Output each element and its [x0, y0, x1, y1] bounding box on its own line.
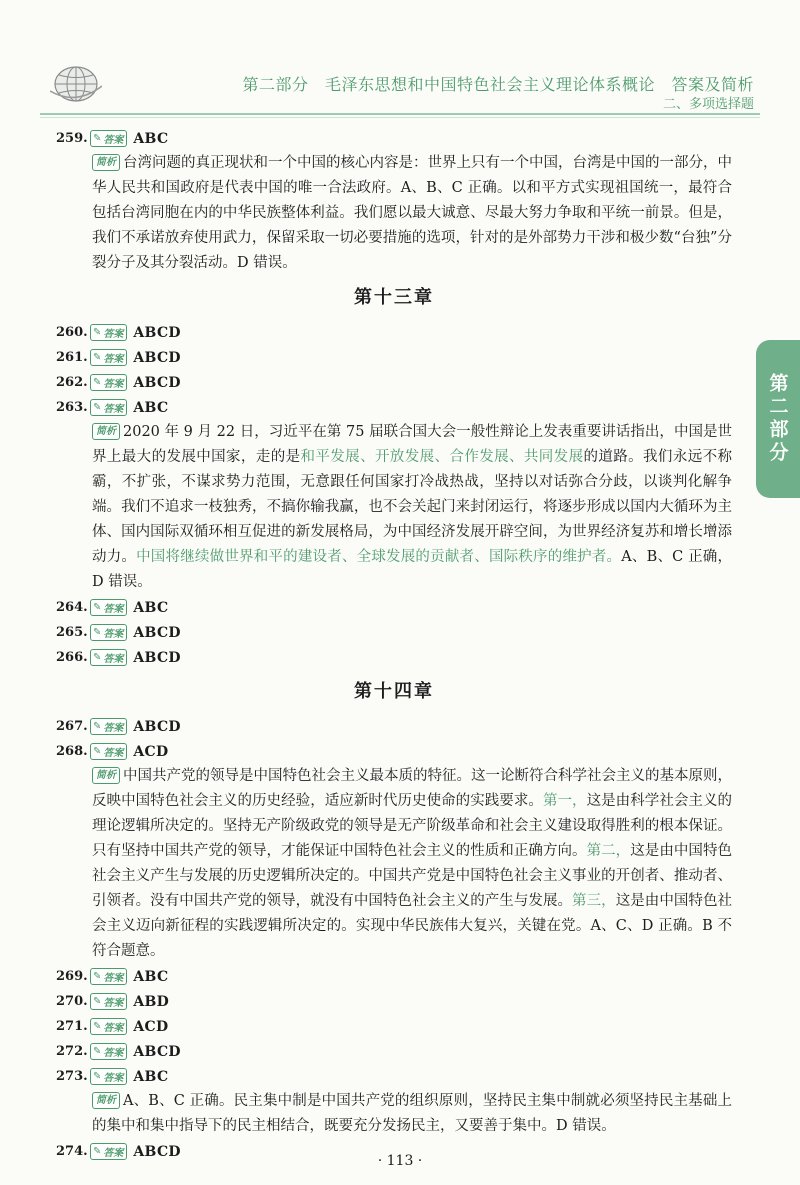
pencil-icon: ✎: [93, 996, 102, 1007]
analysis-paragraph: [92, 764, 732, 964]
answer-row: [56, 989, 732, 1014]
answer-badge: [90, 374, 127, 391]
answer-badge-label: 答案: [103, 135, 124, 146]
answer-badge-label: 答案: [103, 1148, 124, 1159]
answer-value: ABC: [133, 399, 169, 416]
section-side-tab: [756, 340, 800, 498]
analysis-text: 2020 年 9 月 22 日，习近平在第 75 届联合国大会一般性辩论上发表重要讲话指出，中国是世界上最大的发展中国家，走的是: [92, 424, 732, 465]
answer-badge: [90, 624, 127, 641]
answer-row: [56, 620, 732, 645]
side-tab-label: 第二部分: [766, 373, 789, 465]
question-number: 273.: [56, 1069, 88, 1084]
question-number: 267.: [56, 719, 88, 734]
page-header: [0, 0, 800, 118]
question-number: 270.: [56, 994, 88, 1009]
answer-value: ABCD: [133, 1043, 181, 1060]
highlight-text: 中国将继续做世界和平的建设者、全球发展的贡献者、国际秩序的维护者。: [136, 549, 622, 565]
answer-row: [56, 1039, 732, 1064]
pencil-icon: ✎: [93, 627, 102, 638]
answer-value: ABC: [133, 130, 169, 147]
answer-badge-label: 答案: [103, 1023, 124, 1034]
answer-row: [56, 739, 732, 764]
pencil-icon: ✎: [93, 746, 102, 757]
question-number: 262.: [56, 375, 88, 390]
analysis-paragraph: [92, 151, 732, 276]
answer-row: [56, 370, 732, 395]
question-number: 268.: [56, 744, 88, 759]
answer-badge: [90, 399, 127, 416]
answer-badge-label: 答案: [103, 973, 124, 984]
answer-badge-label: 答案: [103, 1073, 124, 1084]
question-number: 269.: [56, 969, 88, 984]
pencil-icon: ✎: [93, 971, 102, 982]
analysis-text: 这是由中国特色社会主义产生与发展的历史逻辑所决定的。中国共产党是中国特色社会主义事业的开创者、推动者、引领者。没有中国共产党的领导，就没有中国特色社会主义的产生与发展。: [92, 843, 733, 909]
answer-row: [56, 1064, 732, 1089]
analysis-badge: 简析: [92, 154, 120, 171]
answer-badge-label: 答案: [103, 1048, 124, 1059]
pencil-icon: ✎: [93, 602, 102, 613]
answer-value: ABCD: [133, 349, 181, 366]
answer-badge-label: 答案: [103, 998, 124, 1009]
answer-badge: [90, 349, 127, 366]
chapter-heading: 第十四章: [354, 681, 434, 702]
answer-row: [56, 645, 732, 670]
pencil-icon: ✎: [93, 133, 102, 144]
pencil-icon: ✎: [93, 352, 102, 363]
answer-badge: [90, 1068, 127, 1085]
analysis-text: 中国共产党的领导是中国特色社会主义最本质的特征。这一论断符合科学社会主义的基本原则，反映中国特色社会主义的历史经验，适应新时代历史使命的实践要求。: [92, 768, 732, 809]
question-number: 272.: [56, 1044, 88, 1059]
pencil-icon: ✎: [93, 1071, 102, 1082]
question-number: 265.: [56, 625, 88, 640]
chapter-heading: 第十三章: [354, 287, 434, 308]
answer-value: ACD: [133, 1018, 169, 1035]
answer-row: [56, 964, 732, 989]
pencil-icon: ✎: [93, 721, 102, 732]
analysis-text: A、B、C 正确。民主集中制是中国共产党的组织原则，坚持民主集中制就必须坚持民主基础上的集中和集中指导下的民主相结合，既要充分发扬民主，又要善于集中。D 错误。: [92, 1093, 732, 1134]
answer-badge-label: 答案: [103, 354, 124, 365]
analysis-badge: 简析: [92, 423, 120, 440]
highlight-text: 第二，: [586, 843, 631, 859]
answer-row: [56, 126, 732, 151]
answer-badge: [90, 993, 127, 1010]
pencil-icon: ✎: [93, 377, 102, 388]
globe-icon: [50, 64, 102, 104]
question-number: 260.: [56, 325, 88, 340]
answer-row: [56, 595, 732, 620]
question-number: 263.: [56, 400, 88, 415]
answer-badge-label: 答案: [103, 604, 124, 615]
analysis-text: 的道路。我们永远不称霸，不扩张，不谋求势力范围，无意跟任何国家打冷战热战，坚持以对话弥合分歧，以谈判化解争端。我们不追求一枝独秀，不搞你输我赢，也不会关起门来封闭运行，将逐步形成以国内大循环为主体、国内国际双循环相互促进的新发展格局，为中国经济发展开辟空间，为世界经济复苏和增长增添动力。: [92, 449, 733, 565]
analysis-text: A、B、C 正确，D 错误。: [92, 549, 732, 590]
answer-value: ABCD: [133, 1143, 181, 1160]
answer-value: ABCD: [133, 718, 181, 735]
answer-list: [56, 126, 732, 1164]
answer-value: ABC: [133, 968, 169, 985]
answer-value: ACD: [133, 743, 169, 760]
answer-value: ABCD: [133, 624, 181, 641]
analysis-paragraph: [92, 420, 732, 595]
answer-badge: [90, 1018, 127, 1035]
question-number: 266.: [56, 650, 88, 665]
answer-badge: [90, 649, 127, 666]
answer-badge-label: 答案: [103, 748, 124, 759]
answer-badge-label: 答案: [103, 329, 124, 340]
answer-badge: [90, 743, 127, 760]
answer-badge-label: 答案: [103, 404, 124, 415]
pencil-icon: ✎: [93, 1146, 102, 1157]
answer-value: ABCD: [133, 649, 181, 666]
pencil-icon: ✎: [93, 402, 102, 413]
answer-badge: [90, 1043, 127, 1060]
answer-value: ABD: [133, 993, 170, 1010]
highlight-text: 第三，: [572, 893, 616, 909]
highlight-text: 和平发展、开放发展、合作发展、共同发展: [300, 449, 584, 465]
answer-value: ABC: [133, 1068, 169, 1085]
answer-value: ABC: [133, 599, 169, 616]
answer-value: ABCD: [133, 324, 181, 341]
pencil-icon: ✎: [93, 327, 102, 338]
answer-row: [56, 320, 732, 345]
pencil-icon: ✎: [93, 1046, 102, 1057]
analysis-paragraph: [92, 1089, 732, 1139]
question-number: 259.: [56, 131, 88, 146]
answer-row: [56, 1014, 732, 1039]
answer-badge-label: 答案: [103, 379, 124, 390]
analysis-badge: 简析: [92, 767, 120, 784]
question-number: 261.: [56, 350, 88, 365]
header-subtitle: 二、多项选择题: [662, 97, 754, 112]
question-number: 264.: [56, 600, 88, 615]
question-number: 274.: [56, 1144, 88, 1159]
answer-badge: [90, 968, 127, 985]
answer-badge: [90, 718, 127, 735]
answer-row: [56, 395, 732, 420]
pencil-icon: ✎: [93, 652, 102, 663]
page-number: · 113 ·: [377, 1153, 423, 1169]
answer-badge: [90, 324, 127, 341]
answer-badge-label: 答案: [103, 654, 124, 665]
answer-badge: [90, 599, 127, 616]
analysis-text: 这是由科学社会主义的理论逻辑所决定的。坚持无产阶级政党的领导是无产阶级革命和社会主义建设取得胜利的根本保证。只有坚持中国共产党的领导，才能保证中国特色社会主义的性质和正确方向。: [92, 793, 733, 859]
analysis-text: 这是由中国特色社会主义迈向新征程的实践逻辑所决定的。实现中华民族伟大复兴，关键在党。A、C、D 正确。B 不符合题意。: [92, 893, 733, 959]
answer-badge-label: 答案: [103, 629, 124, 640]
answer-value: ABCD: [133, 374, 181, 391]
header-divider: [40, 113, 760, 115]
pencil-icon: ✎: [93, 1021, 102, 1032]
answer-row: [56, 345, 732, 370]
header-title: 第二部分 毛泽东思想和中国特色社会主义理论体系概论 答案及简析: [242, 75, 754, 94]
question-number: 271.: [56, 1019, 88, 1034]
answer-badge: [90, 130, 127, 147]
header-divider-thin: [40, 117, 760, 118]
highlight-text: 第一，: [542, 793, 587, 809]
answer-badge-label: 答案: [103, 723, 124, 734]
answer-row: [56, 714, 732, 739]
analysis-text: 台湾问题的真正现状和一个中国的核心内容是：世界上只有一个中国，台湾是中国的一部分，中华人民共和国政府是代表中国的唯一合法政府。A、B、C 正确。以和平方式实现祖国统一，最符合包括台湾同胞在内的中华民族整体利益。我们愿以最大诚意、尽最大努力争取和平统一前景。但是，我们不承诺放弃使用武力，保留采取一切必要措施的选项，针对的是外部势力干涉和极少数“台独”分裂分子及其分裂活动。D 错误。: [92, 155, 732, 271]
analysis-badge: 简析: [92, 1092, 120, 1109]
